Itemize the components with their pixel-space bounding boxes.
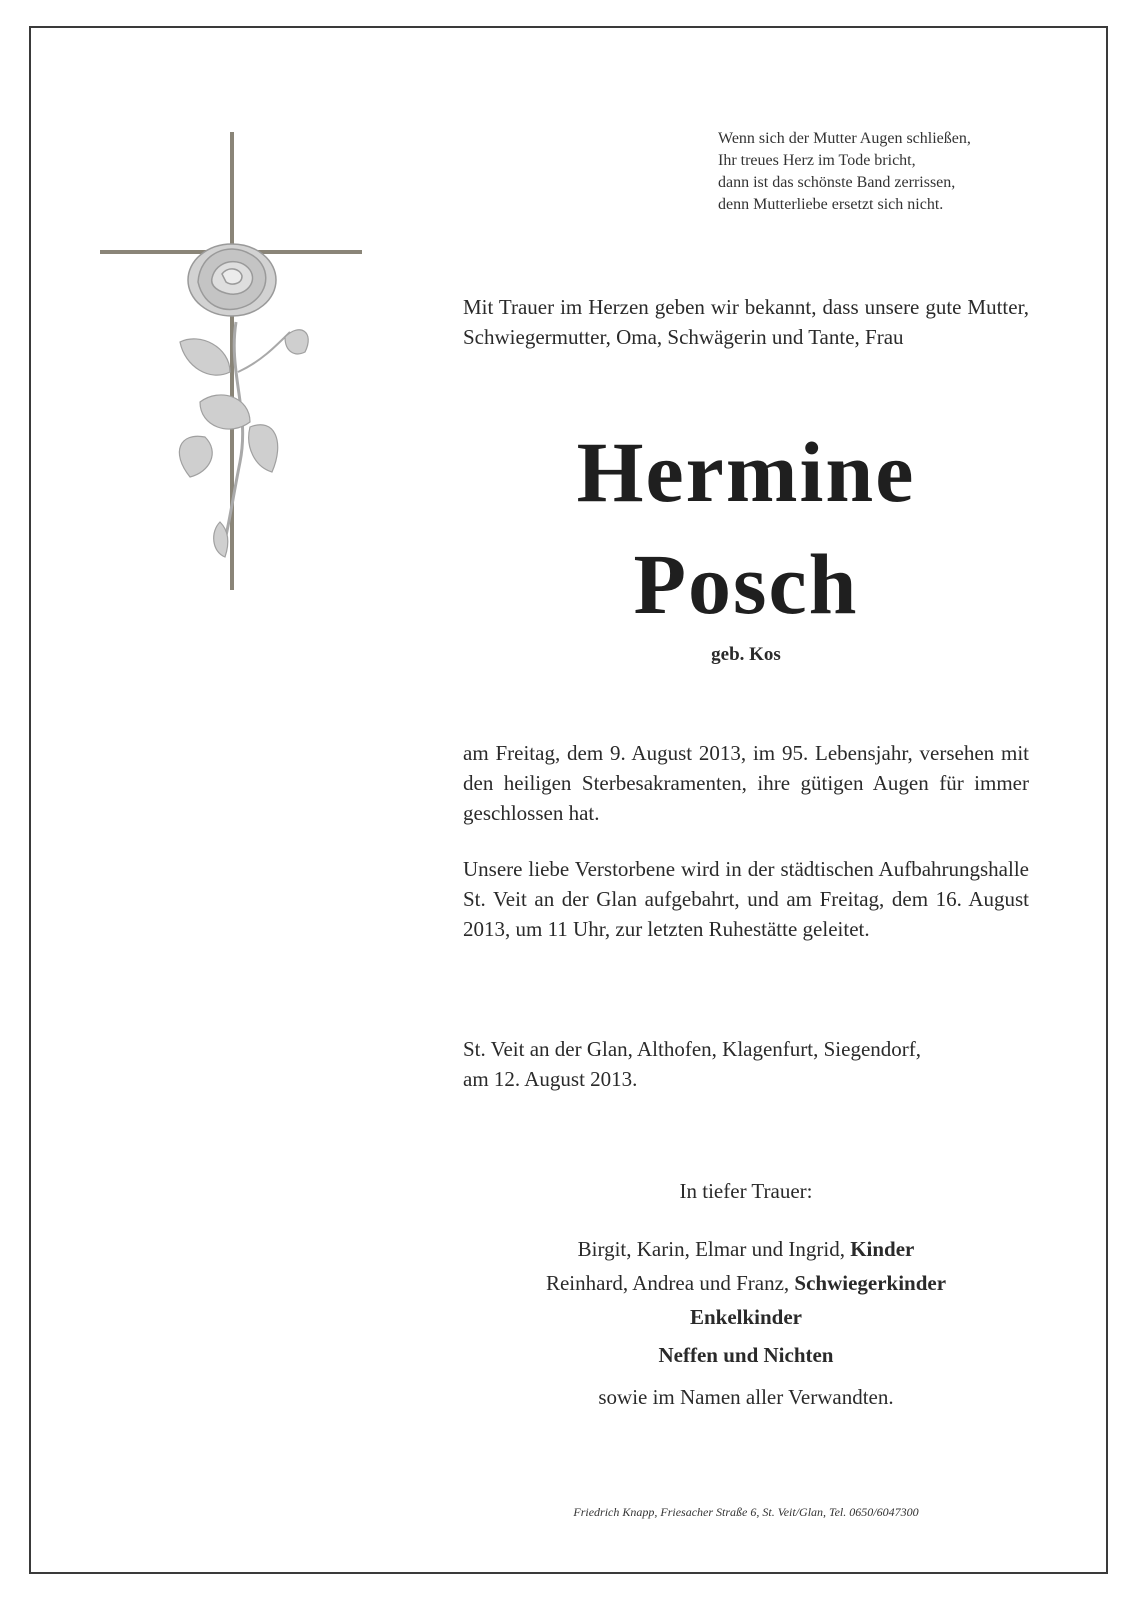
intro-text: Mit Trauer im Herzen geben wir bekannt, dass unsere gute Mutter, Schwiegermutter, Oma, Schwägerin und Tante, Frau [463, 295, 1029, 349]
funeral-home-footer: Friedrich Knapp, Friesacher Straße 6, St. Veit/Glan, Tel. 0650/6047300 [573, 1505, 919, 1519]
children-label: Kinder [850, 1237, 915, 1261]
maiden-name: geb. Kos [711, 644, 781, 665]
last-name: Posch [633, 536, 859, 632]
nephews-label: Neffen und Nichten [658, 1343, 834, 1367]
death-notice: am Freitag, dem 9. August 2013, im 95. Lebensjahr, versehen mit den heiligen Sterbesakramenten, ihre gütigen Augen für immer geschlossen hat. [463, 741, 1029, 825]
poem [718, 128, 1038, 216]
funeral-notice: Unsere liebe Verstorbene wird in der städtischen Aufbahrungshalle St. Veit an der Glan aufgebahrt, und am Freitag, dem 16. August 2013, um 11 Uhr, zur letzten Ruhestätte geleitet. [463, 857, 1029, 941]
mourners-heading: In tiefer Trauer: [679, 1179, 813, 1203]
deceased-name-block [463, 416, 1029, 666]
poem-line: Ihr treues Herz im Tode bricht, [718, 152, 916, 169]
inlaws-row [463, 1266, 1029, 1300]
poem-line: dann ist das schönste Band zerrissen, [718, 174, 956, 191]
grandchildren-row [463, 1300, 1029, 1334]
children-row [463, 1232, 1029, 1266]
poem-line: Wenn sich der Mutter Augen schließen, [718, 130, 971, 147]
cross-with-rose-icon [100, 132, 370, 602]
closing-line: sowie im Namen aller Verwandten. [598, 1385, 894, 1409]
grandchildren-label: Enkelkinder [689, 1305, 803, 1329]
places: St. Veit an der Glan, Althofen, Klagenfurt, Siegendorf, [463, 1037, 922, 1061]
first-name: Hermine [576, 424, 916, 520]
nephews-row [463, 1338, 1029, 1372]
poem-line: denn Mutterliebe ersetzt sich nicht. [718, 196, 944, 213]
inlaws-label: Schwiegerkinder [794, 1271, 947, 1295]
inlaws-names: Reinhard, Andrea und Franz, [545, 1271, 790, 1295]
notice-date: am 12. August 2013. [463, 1067, 638, 1091]
mourners-section [463, 1176, 1029, 1414]
place-date [463, 1034, 1029, 1094]
children-names: Birgit, Karin, Elmar und Ingrid, [577, 1237, 845, 1261]
